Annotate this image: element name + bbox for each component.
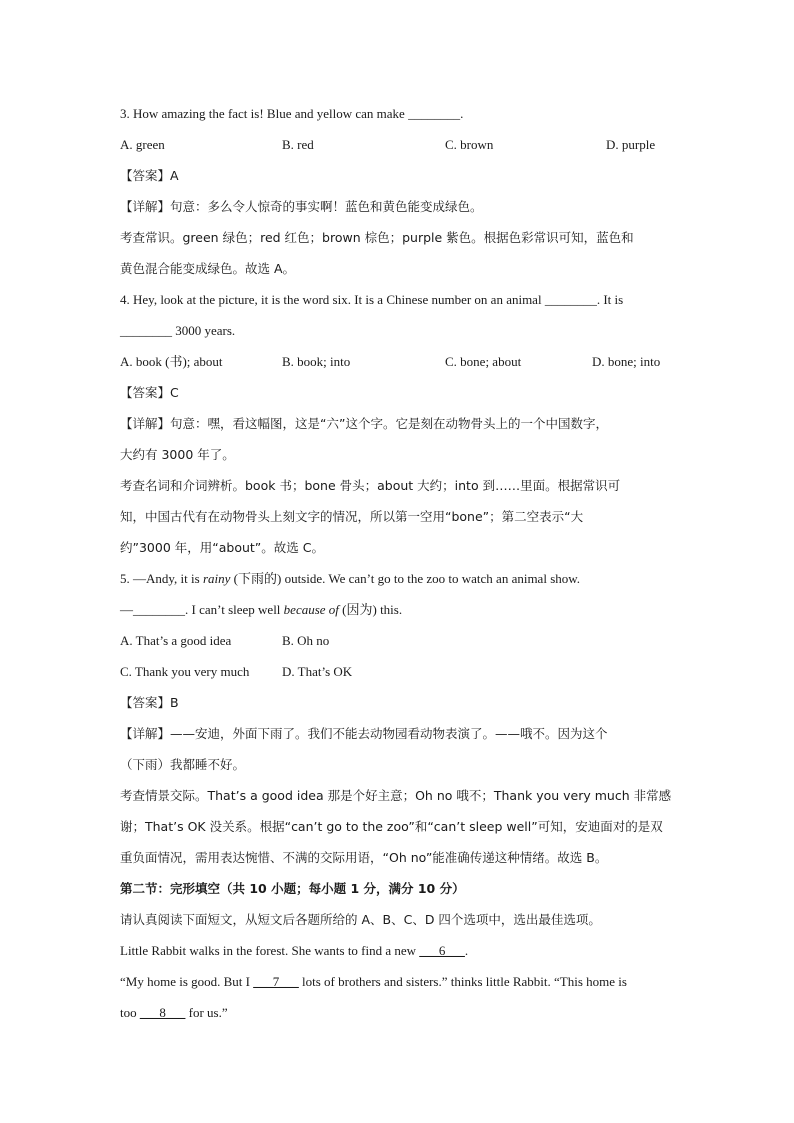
option-b: B. red	[282, 137, 314, 152]
question-5-reply	[120, 594, 676, 625]
question-3-analysis-line-1: 考查常识。green 绿色；red 红色；brown 棕色；purple 紫色。根据色彩常识可知，蓝色和	[120, 230, 634, 245]
question-4-detail-line-2: 大约有 3000 年了。	[120, 447, 235, 462]
passage-text: too	[120, 1005, 140, 1020]
passage-line-3	[120, 997, 676, 1028]
question-5-detail-line-2: （下雨）我都睡不好。	[120, 757, 246, 772]
question-5-analysis-line-2: 谢；That’s OK 没关系。根据“can’t go to the zoo”和“can’t sleep well”可知，安迪面对的是双	[120, 819, 663, 834]
option-d: D. That’s OK	[282, 664, 353, 679]
passage-text-end: for us.”	[185, 1005, 228, 1020]
question-5-stem	[120, 563, 676, 594]
option-c: C. Thank you very much	[120, 664, 250, 679]
blank-8: ___8___	[139, 1005, 186, 1020]
passage-text-end: .	[464, 943, 469, 958]
option-d: D. bone; into	[592, 354, 661, 369]
option-a: A. That’s a good idea	[120, 633, 232, 648]
reply-text: —________. I can’t sleep well	[120, 602, 284, 617]
question-4-analysis-line-2: 知，中国古代有在动物骨头上刻文字的情况，所以第一空用“bone”；第二空表示“大	[120, 509, 584, 524]
passage-text-end: lots of brothers and sisters.” thinks little Rabbit. “This home is	[298, 974, 627, 989]
question-5-analysis-line-1: 考查情景交际。That’s a good idea 那是个好主意；Oh no 哦不；Thank you very much 非常感	[120, 788, 672, 803]
question-3-answer: 【答案】A	[120, 168, 179, 183]
question-3-options	[120, 129, 676, 160]
question-5-detail-line-1: 【详解】——安迪，外面下雨了。我们不能去动物园看动物表演了。——哦不。因为这个	[120, 726, 608, 741]
option-c: C. bone; about	[445, 354, 522, 369]
question-5-options-row-1	[120, 625, 676, 656]
option-d: D. purple	[606, 137, 656, 152]
reply-text-rest: (因为) this.	[338, 602, 403, 617]
question-4-answer: 【答案】C	[120, 385, 179, 400]
stem-italic-word: rainy	[202, 571, 231, 586]
option-b: B. book; into	[282, 354, 351, 369]
blank-7: ___7___	[253, 974, 299, 989]
option-c: C. brown	[445, 137, 494, 152]
section-2-instruction: 请认真阅读下面短文，从短文后各题所给的 A、B、C、D 四个选项中，选出最佳选项。	[120, 912, 601, 927]
question-5-options-row-2	[120, 656, 676, 687]
question-4-stem-line-1: 4. Hey, look at the picture, it is the word six. It is a Chinese number on an animal ________. It is	[120, 292, 624, 307]
option-a: A. green	[120, 137, 165, 152]
section-2-heading: 第二节：完形填空（共 10 小题；每小题 1 分，满分 10 分）	[120, 881, 465, 896]
question-5-analysis-line-3: 重负面情况，需用表达惋惜、不满的交际用语，“Oh no”能准确传递这种情绪。故选 B。	[120, 850, 608, 865]
question-4-analysis-line-1: 考查名词和介词辨析。book 书；bone 骨头；about 大约；into 到……里面。根据常识可	[120, 478, 621, 493]
option-a: A. book (书); about	[120, 354, 223, 369]
question-4-options	[120, 346, 676, 377]
question-3-stem: 3. How amazing the fact is! Blue and yellow can make ________.	[120, 106, 464, 121]
question-4-stem-line-2: ________ 3000 years.	[120, 323, 236, 338]
stem-text-rest: (下雨的) outside. We can’t go to the zoo to watch an animal show.	[230, 571, 581, 586]
passage-text: Little Rabbit walks in the forest. She wants to find a new	[120, 943, 420, 958]
passage-line-1	[120, 935, 676, 966]
blank-6: ___6___	[419, 943, 465, 958]
reply-italic-phrase: because of	[283, 602, 339, 617]
question-5-answer: 【答案】B	[120, 695, 179, 710]
stem-text: 5. —Andy, it is	[120, 571, 203, 586]
question-3-detail: 【详解】句意：多么令人惊奇的事实啊！蓝色和黄色能变成绿色。	[120, 199, 483, 214]
document-page	[120, 98, 676, 1028]
passage-line-2	[120, 966, 676, 997]
passage-text: “My home is good. But I	[120, 974, 254, 989]
question-4-detail-line-1: 【详解】句意：嘿，看这幅图，这是“六”这个字。它是刻在动物骨头上的一个中国数字，	[120, 416, 608, 431]
option-b: B. Oh no	[282, 633, 330, 648]
question-3-analysis-line-2: 黄色混合能变成绿色。故选 A。	[120, 261, 296, 276]
question-4-analysis-line-3: 约”3000 年，用“about”。故选 C。	[120, 540, 324, 555]
